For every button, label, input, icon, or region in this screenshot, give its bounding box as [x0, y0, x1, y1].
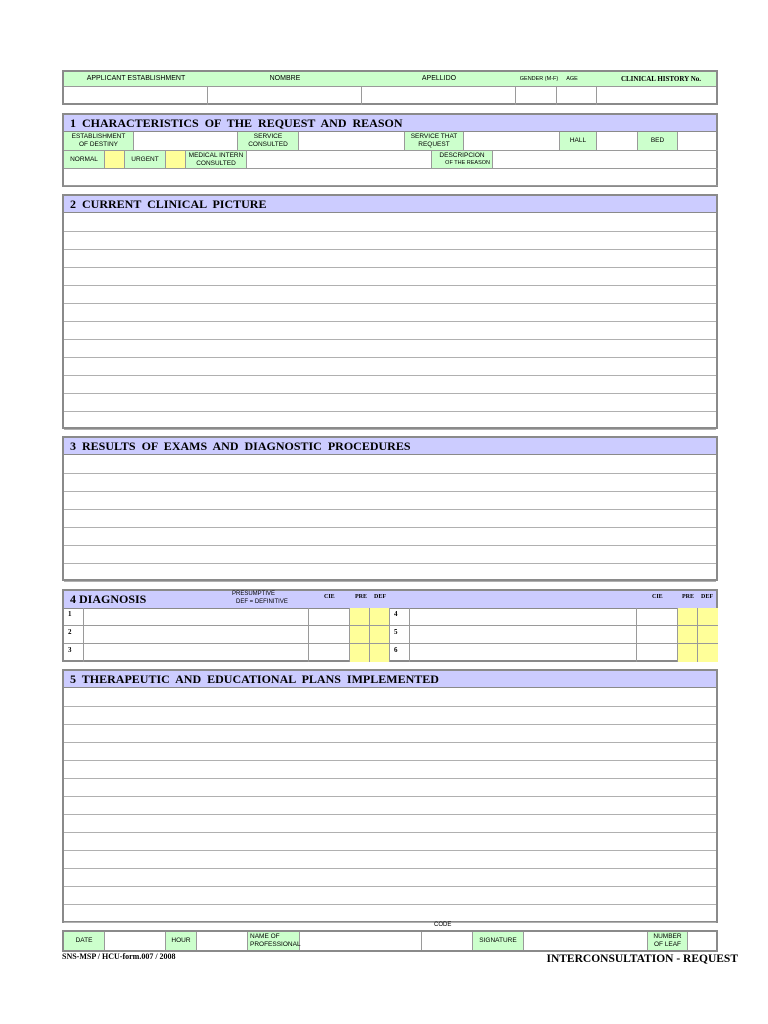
- ruled-line: [64, 285, 716, 286]
- bed-label: BED: [638, 132, 678, 151]
- diagnosis-desc-field[interactable]: [84, 626, 309, 644]
- ruled-line: [64, 706, 716, 707]
- apellido-field[interactable]: [362, 86, 516, 105]
- service-that-request-field[interactable]: [464, 132, 560, 151]
- service-consulted-field[interactable]: [299, 132, 405, 151]
- ruled-line: [64, 339, 716, 340]
- ruled-line: [64, 850, 716, 851]
- def-label-left: DEF: [374, 594, 386, 600]
- patient-header-box: [62, 70, 718, 105]
- section-diagnosis: [62, 589, 718, 662]
- diagnosis-pre-field[interactable]: [678, 626, 698, 644]
- ruled-line: [64, 267, 716, 268]
- pre-label-right: PRE: [682, 594, 694, 600]
- clinical-history-label: CLINICAL HISTORY No.: [620, 75, 702, 83]
- diagnosis-pre-field[interactable]: [678, 608, 698, 626]
- gender-field[interactable]: [516, 86, 557, 105]
- diagnosis-cie-field[interactable]: [309, 626, 350, 644]
- diagnosis-row-number: 4: [390, 608, 410, 626]
- section-request-characteristics: [62, 113, 718, 187]
- ruled-line: [64, 527, 716, 528]
- ruled-line: [64, 303, 716, 304]
- pre-label-left: PRE: [355, 594, 367, 600]
- hour-field[interactable]: [197, 932, 248, 950]
- hall-label: HALL: [560, 132, 597, 151]
- ruled-line: [64, 393, 716, 394]
- diagnosis-cie-field[interactable]: [637, 644, 678, 662]
- section3-title: 3 RESULTS OF EXAMS AND DIAGNOSTIC PROCEDURES: [64, 438, 716, 455]
- of-the-reason-text: OF THE REASON: [445, 160, 490, 166]
- diagnosis-desc-field[interactable]: [410, 608, 637, 626]
- ruled-line: [64, 473, 716, 474]
- apellido-label: APELLIDO: [421, 75, 457, 82]
- diagnosis-def-field[interactable]: [370, 626, 390, 644]
- ruled-line: [64, 411, 716, 412]
- diagnosis-row-number: 2: [64, 626, 84, 644]
- diagnosis-cie-field[interactable]: [637, 626, 678, 644]
- section2-title: 2 CURRENT CLINICAL PICTURE: [64, 196, 716, 213]
- ruled-line: [64, 886, 716, 887]
- service-consulted-label: SERVICE CONSULTED: [238, 132, 299, 151]
- service-that-request-label: SERVICE THAT REQUEST: [405, 132, 464, 151]
- diagnosis-def-field[interactable]: [370, 608, 390, 626]
- diagnosis-row-number: 1: [64, 608, 84, 626]
- establishment-of-destiny-field[interactable]: [134, 132, 238, 151]
- applicant-establishment-label: APPLICANT ESTABLISHMENT: [86, 75, 186, 82]
- diagnosis-pre-field[interactable]: [350, 644, 370, 662]
- code-field[interactable]: [422, 932, 473, 950]
- description-of-reason-label: [432, 151, 493, 169]
- clinical-history-field[interactable]: [597, 86, 718, 105]
- def-label-right: DEF: [701, 594, 713, 600]
- ruled-line: [64, 581, 716, 582]
- medical-intern-consulted-field[interactable]: [247, 151, 432, 169]
- ruled-line: [64, 742, 716, 743]
- signature-row: [62, 930, 718, 952]
- diagnosis-pre-field[interactable]: [350, 626, 370, 644]
- ruled-line: [64, 509, 716, 510]
- diagnosis-pre-field[interactable]: [678, 644, 698, 662]
- name-of-professional-label: NAME OF PROFESSIONAL: [250, 933, 301, 948]
- definitive-label: DEF = DEFINITIVE: [236, 599, 288, 605]
- date-field[interactable]: [105, 932, 166, 950]
- bed-field[interactable]: [678, 132, 718, 151]
- name-of-professional-field[interactable]: [300, 932, 422, 950]
- diagnosis-def-field[interactable]: [698, 608, 718, 626]
- nombre-label: NOMBRE: [269, 75, 301, 82]
- section-exam-results: [62, 436, 718, 581]
- urgent-checkbox[interactable]: [166, 151, 186, 169]
- presumptive-label: PRESUMPTIVE: [232, 591, 276, 597]
- hour-label: HOUR: [166, 932, 197, 950]
- cie-label-left: CIE: [324, 594, 335, 600]
- diagnosis-cie-field[interactable]: [309, 608, 350, 626]
- hall-field[interactable]: [597, 132, 638, 151]
- diagnosis-desc-field[interactable]: [410, 626, 637, 644]
- diagnosis-row-number: 3: [64, 644, 84, 662]
- diagnosis-desc-field[interactable]: [410, 644, 637, 662]
- diagnosis-row-number: 6: [390, 644, 410, 662]
- urgent-label: URGENT: [125, 151, 166, 169]
- ruled-line: [64, 796, 716, 797]
- gender-label: GENDER (M-F): [519, 76, 559, 82]
- diagnosis-def-field[interactable]: [698, 644, 718, 662]
- section1-title: 1 CHARACTERISTICS OF THE REQUEST AND REASON: [64, 115, 716, 132]
- signature-field[interactable]: [524, 932, 648, 950]
- section5-title: 5 THERAPEUTIC AND EDUCATIONAL PLANS IMPLEMENTED: [64, 671, 716, 688]
- applicant-establishment-field[interactable]: [64, 86, 208, 105]
- signature-label: SIGNATURE: [473, 932, 524, 950]
- medical-intern-consulted-label: MEDICAL INTERN CONSULTED: [186, 151, 247, 169]
- diagnosis-def-field[interactable]: [370, 644, 390, 662]
- ruled-line: [64, 545, 716, 546]
- ruled-line: [64, 249, 716, 250]
- ruled-line: [64, 760, 716, 761]
- ruled-line: [64, 832, 716, 833]
- ruled-line: [64, 429, 716, 430]
- number-of-leaf-label: NUMBER OF LEAF: [648, 932, 688, 950]
- diagnosis-desc-field[interactable]: [84, 608, 309, 626]
- description-of-reason-field[interactable]: [64, 169, 718, 186]
- ruled-line: [64, 904, 716, 905]
- ruled-line: [64, 321, 716, 322]
- diagnosis-desc-field[interactable]: [84, 644, 309, 662]
- descripcion-text: DESCRIPCION: [439, 152, 485, 159]
- normal-label: NORMAL: [64, 151, 105, 169]
- diagnosis-pre-field[interactable]: [350, 608, 370, 626]
- form-id: SNS-MSP / HCU-form.007 / 2008: [62, 952, 176, 961]
- ruled-line: [64, 868, 716, 869]
- description-of-reason-field-inline[interactable]: [493, 151, 718, 169]
- code-label: CODE: [434, 922, 452, 928]
- ruled-line: [64, 357, 716, 358]
- section-therapeutic-plans: [62, 669, 718, 923]
- ruled-line: [64, 375, 716, 376]
- establishment-of-destiny-label: ESTABLISHMENT OF DESTINY: [64, 132, 134, 151]
- ruled-line: [64, 922, 716, 923]
- diagnosis-cie-field[interactable]: [637, 608, 678, 626]
- date-label: DATE: [64, 932, 105, 950]
- age-field[interactable]: [557, 86, 597, 105]
- ruled-line: [64, 814, 716, 815]
- nombre-field[interactable]: [208, 86, 362, 105]
- ruled-line: [64, 231, 716, 232]
- ruled-line: [64, 724, 716, 725]
- age-label: AGE: [566, 76, 578, 82]
- ruled-line: [64, 491, 716, 492]
- cie-label-right: CIE: [652, 594, 663, 600]
- section4-title: 4 DIAGNOSIS: [70, 592, 147, 606]
- diagnosis-row-number: 5: [390, 626, 410, 644]
- form-title: INTERCONSULTATION - REQUEST: [546, 953, 738, 965]
- number-of-leaf-field[interactable]: [688, 932, 718, 950]
- ruled-line: [64, 563, 716, 564]
- section-current-clinical-picture: [62, 194, 718, 429]
- diagnosis-def-field[interactable]: [698, 626, 718, 644]
- normal-checkbox[interactable]: [105, 151, 125, 169]
- diagnosis-cie-field[interactable]: [309, 644, 350, 662]
- ruled-line: [64, 778, 716, 779]
